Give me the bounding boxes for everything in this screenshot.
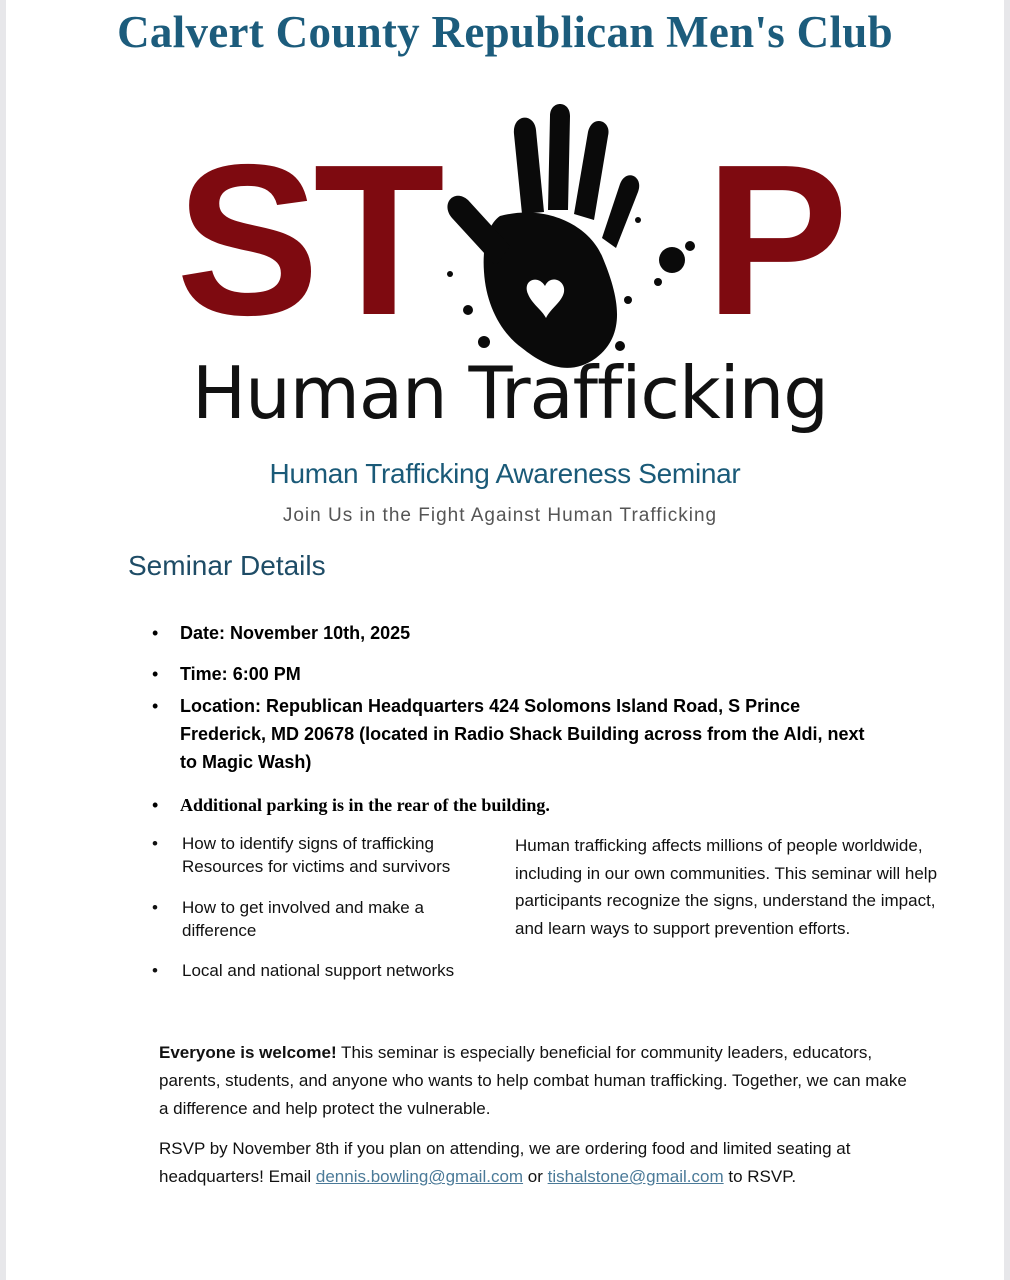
time-value: 6:00 PM <box>232 664 301 684</box>
email-link-dennis[interactable]: dennis.bowling@gmail.com <box>315 1167 524 1186</box>
stop-human-trafficking-logo <box>150 96 870 441</box>
seminar-title: Human Trafficking Awareness Seminar <box>269 458 741 489</box>
time-label: Time: <box>180 664 228 684</box>
parking-note: • Additional parking is in the rear of the building. <box>180 795 550 815</box>
detail-date <box>152 619 410 647</box>
black-handprint-icon <box>447 104 695 368</box>
rsvp-text-after: to RSVP. <box>723 1167 797 1186</box>
topic-resources: Resources for victims and survivors <box>182 857 451 876</box>
logo-stop-st: ST <box>176 119 439 360</box>
logo-stop-p: P <box>705 119 849 360</box>
rsvp-paragraph <box>159 1135 939 1191</box>
intro-paragraph: Human trafficking affects millions of people worldwide, including in our own communities. This seminar will help participants recognize the signs, understand the impact, and learn ways to support prevention efforts. <box>515 836 938 938</box>
detail-time <box>152 660 301 688</box>
email-link-tisha[interactable]: tishalstone@gmail.com <box>547 1167 724 1186</box>
club-title: Calvert County Republican Men's Club <box>117 7 893 57</box>
topic-identify-signs: How to identify signs of trafficking <box>182 834 434 853</box>
welcome-body: This seminar is especially beneficial for community leaders, educators, parents, students, and anyone who wants to help combat human trafficking. Together, we can make a difference and help protect the vulnerable. <box>159 1043 907 1118</box>
topic-list-item <box>152 959 492 982</box>
welcome-lead: Everyone is welcome! <box>159 1043 337 1062</box>
rsvp-text-middle: or <box>523 1167 548 1186</box>
rsvp-text-before: RSVP by November 8th if you plan on attending, we are ordering food and limited seating at headquarters! Email <box>159 1139 851 1186</box>
page-frame-right <box>1004 0 1010 1280</box>
topic-list-item <box>152 832 492 878</box>
topic-list-item <box>152 896 492 942</box>
logo-tagline: Human Trafficking <box>192 351 828 435</box>
date-label: Date: <box>180 623 226 643</box>
seminar-details-heading: Seminar Details <box>128 550 326 581</box>
seminar-subtitle: Join Us in the Fight Against Human Trafficking <box>282 505 718 526</box>
detail-parking <box>152 791 550 819</box>
topic-get-involved: • How to get involved and make a difference <box>182 898 424 940</box>
topic-support-networks: • Local and national support networks <box>182 961 455 980</box>
location-label: Location: <box>180 696 261 716</box>
date-value: November 10th, 2025 <box>230 623 411 643</box>
location-value: Republican Headquarters 424 Solomons Island Road, S Prince Frederick, MD 20678 (located in Radio Shack Building across from the Aldi, next to Magic Wash) <box>180 696 865 772</box>
welcome-paragraph <box>159 1039 919 1123</box>
page-frame-left <box>0 0 6 1280</box>
detail-location <box>152 692 882 776</box>
